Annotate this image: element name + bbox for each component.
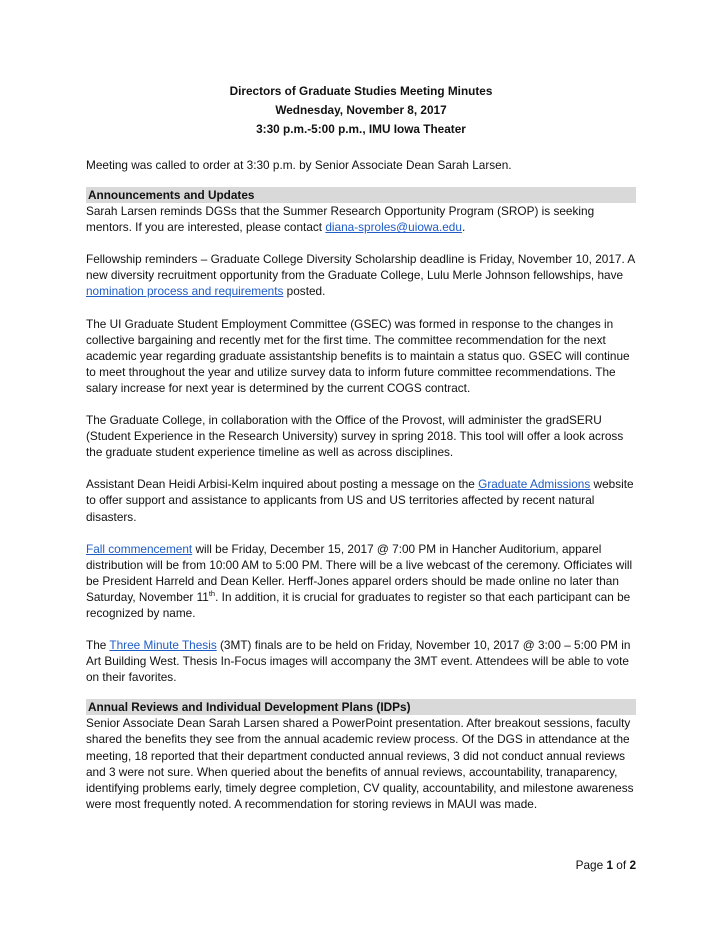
section-heading-annual-reviews: Annual Reviews and Individual Development Plans (IDPs) [86, 699, 636, 715]
three-minute-thesis-link[interactable]: Three Minute Thesis [109, 638, 217, 653]
meeting-time-place: 3:30 p.m.-5:00 p.m., IMU Iowa Theater [256, 122, 466, 136]
gsec-paragraph: The UI Graduate Student Employment Committee (GSEC) was formed in response to the changes in collective bargaining and recently met for the first time. The committee recommendation for the next academic year regarding graduate assistantship benefits is to maintain a status quo. GSEC will continue to meet throughout the year and utilize survey data to inform future committee recommendations. The salary increase for next year is determined by the current COGS contract. [86, 316, 630, 395]
document-body [86, 82, 636, 812]
page-number-footer: Page 1 of 2 [575, 858, 636, 872]
three-minute-thesis-paragraph: The Three Minute Thesis (3MT) finals are to be held on Friday, November 10, 2017 @ 3:00 – 5:00 PM in Art Building West. Thesis In-Focus images will accompany the 3MT event. Attendees will be able to vote on their favorites. [86, 638, 631, 685]
email-link[interactable]: diana-sproles@uiowa.edu [325, 220, 462, 235]
graduate-admissions-link[interactable]: Graduate Admissions [478, 477, 591, 492]
intro-paragraph: Meeting was called to order at 3:30 p.m. by Senior Associate Dean Sarah Larsen. [86, 158, 512, 172]
meeting-title: Directors of Graduate Studies Meeting Minutes [229, 84, 493, 98]
admissions-paragraph: Assistant Dean Heidi Arbisi-Kelm inquired about posting a message on the Graduate Admissions website to offer support and assistance to applicants from US and US territories affected by recent natural disasters. [86, 477, 634, 524]
srop-paragraph: Sarah Larsen reminds DGSs that the Summer Research Opportunity Program (SROP) is seeking mentors. If you are interested, please contact diana-sproles@uiowa.edu. [86, 204, 595, 235]
commencement-paragraph: Fall commencement will be Friday, December 15, 2017 @ 7:00 PM in Hancher Auditorium, apparel distribution will be from 10:00 AM to 5:00 PM. There will be a live webcast of the ceremony. Officiates will be President Harreld and Dean Keller. Herff-Jones apparel orders should be made online no later than Saturday, November 11th. In addition, it is crucial for graduates to register so that each participant can be recognized by name. [86, 541, 633, 620]
annual-reviews-paragraph: Senior Associate Dean Sarah Larsen shared a PowerPoint presentation. After breakout sessions, faculty shared the benefits they see from the annual academic review process. Of the DGS in attendance at the meeting, 18 reported that their department conducted annual reviews, 3 did not conduct annual reviews and 3 were not sure. When queried about the benefits of annual reviews, accountability, tranaparency, identifying problems early, timely degree completion, CV quality, accountability, and milestone awareness were most frequently noted. A recommendation for storing reviews in MAUI was made. [86, 716, 634, 811]
section-heading-announcements: Announcements and Updates [86, 187, 636, 203]
gradseru-paragraph: The Graduate College, in collaboration with the Office of the Provost, will administer the gradSERU (Student Experience in the Research University) survey in spring 2018. This tool will offer a look across the graduate student experience timeline as well as across disciplines. [86, 413, 624, 460]
srop-text: Sarah Larsen reminds DGSs that the Summer Research Opportunity Program (SROP) is seeking mentors. If you are interested, please contact [86, 204, 595, 235]
nomination-link[interactable]: nomination process and requirements [86, 284, 284, 299]
meeting-date: Wednesday, November 8, 2017 [275, 103, 447, 117]
fellowship-paragraph: Fellowship reminders – Graduate College Diversity Scholarship deadline is Friday, November 10, 2017. A new diversity recruitment opportunity from the Graduate College, Lulu Merle Johnson fellowships, have nomination process and requirements posted. [86, 252, 635, 299]
fall-commencement-link[interactable]: Fall commencement [86, 541, 193, 556]
